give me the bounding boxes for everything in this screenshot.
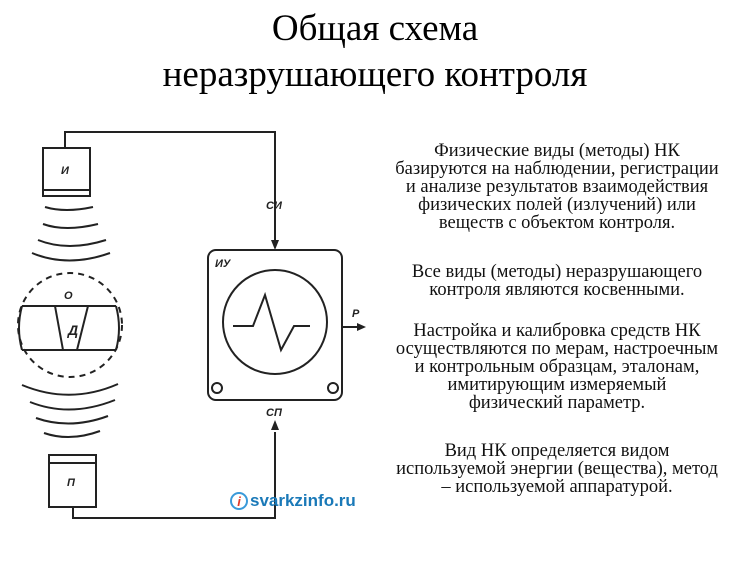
text-line: физический параметр. — [468, 393, 646, 413]
source-label: И — [61, 165, 69, 177]
text-line: Все виды (методы) неразрушающего — [411, 262, 703, 282]
text-line: и контрольным образцам, эталонам, — [414, 357, 700, 377]
indicator-unit-box — [208, 250, 342, 400]
text-line: физических полей (излучений) или — [418, 195, 696, 215]
watermark — [230, 491, 356, 511]
title-line-1: Общая схема — [271, 8, 479, 49]
indicator-unit-label: ИУ — [215, 258, 231, 270]
text-line: – используемой аппаратурой. — [441, 477, 673, 497]
text-line: Физические виды (методы) НК — [434, 141, 680, 161]
defect-label: Д — [68, 322, 79, 338]
text-line: используемой энергии (вещества), метод — [396, 459, 718, 479]
receiver-signal-label: СП — [266, 407, 282, 419]
text-line: базируются на наблюдении, регистрации — [395, 159, 719, 179]
paragraph-calibration — [372, 322, 742, 412]
text-line: имитирующим измеряемый — [447, 375, 667, 395]
text-line: контроля являются косвенными. — [429, 280, 685, 300]
watermark-logo-icon: i — [230, 492, 248, 510]
paragraph-indirect-methods — [372, 263, 742, 299]
paragraph-physical-methods — [372, 142, 742, 232]
title-line-2: неразрушающего контроля — [162, 54, 588, 95]
paragraph-ndt-type — [372, 442, 742, 496]
text-line: Настройка и калибровка средств НК — [413, 321, 701, 341]
text-line: Вид НК определяется видом — [444, 441, 670, 461]
result-label: Р — [352, 308, 360, 320]
text-line: осуществляются по мерам, настроечным — [395, 339, 719, 359]
text-line: и анализе результатов взаимодействия — [405, 177, 709, 197]
text-line: веществ с объектом контроля. — [438, 213, 676, 233]
object-label: О — [64, 290, 73, 302]
receiver-label: П — [67, 477, 75, 489]
watermark-text: svarkzinfo.ru — [250, 491, 356, 510]
source-signal-label: СИ — [266, 200, 282, 212]
